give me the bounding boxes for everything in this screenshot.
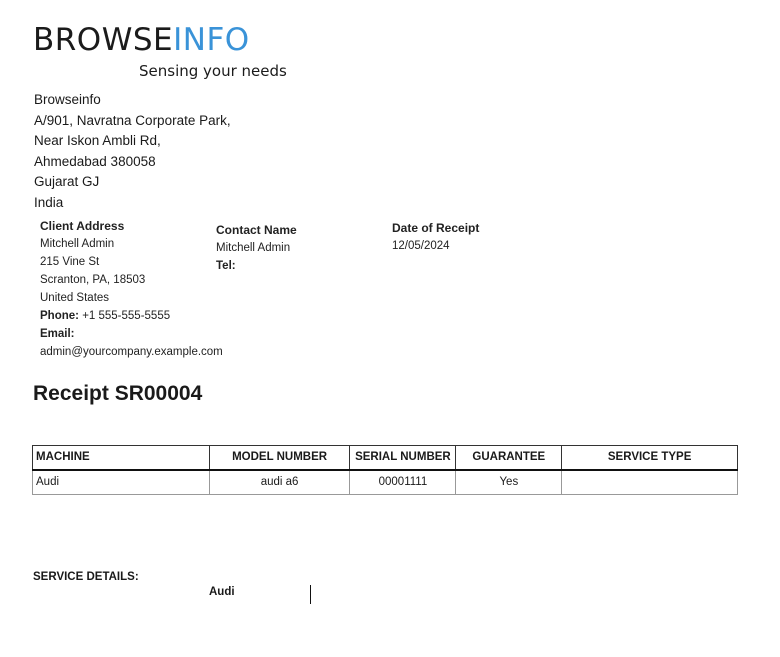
client-name: Mitchell Admin [40, 238, 115, 250]
logo-wordmark [33, 22, 250, 58]
cell-model-number: audi a6 [209, 470, 350, 495]
contact-name-heading: Contact Name [216, 223, 297, 237]
client-email: admin@yourcompany.example.com [40, 346, 223, 358]
company-logo [33, 22, 287, 86]
receipt-date-value: 12/05/2024 [392, 240, 450, 252]
text-cursor [310, 585, 311, 604]
company-name: Browseinfo [34, 92, 101, 107]
table-row [33, 470, 738, 495]
company-address-line: Near Iskon Ambli Rd, [34, 133, 161, 149]
header-guarantee: GUARANTEE [456, 446, 562, 470]
client-address-heading: Client Address [40, 219, 125, 233]
company-address-line: A/901, Navratna Corporate Park, [34, 112, 231, 128]
client-email-label: Email: [40, 328, 75, 340]
contact-block [216, 221, 297, 275]
client-phone-value: +1 555-555-5555 [82, 310, 171, 322]
contact-tel-label: Tel: [216, 260, 236, 272]
company-state: Gujarat GJ [34, 174, 100, 190]
client-phone-label: Phone: [40, 310, 79, 322]
cell-machine: Audi [33, 470, 210, 495]
receipt-date-heading: Date of Receipt [392, 221, 480, 235]
header-service-type: SERVICE TYPE [562, 446, 738, 470]
machine-table [32, 445, 738, 495]
receipt-date-block [392, 219, 479, 255]
cell-service-type [562, 470, 738, 495]
header-model-number: MODEL NUMBER [209, 446, 350, 470]
company-country: India [34, 194, 64, 210]
service-details-label: SERVICE DETAILS: [33, 571, 139, 583]
company-address [34, 90, 231, 214]
service-details-value: Audi [209, 586, 235, 598]
logo-part-browse: BROWSE [33, 22, 174, 58]
contact-name: Mitchell Admin [216, 242, 291, 254]
header-serial-number: SERIAL NUMBER [350, 446, 456, 470]
client-street: 215 Vine St [40, 256, 100, 268]
header-machine: MACHINE [33, 446, 210, 470]
client-phone [40, 307, 223, 325]
company-city: Ahmedabad 380058 [34, 153, 156, 169]
client-city: Scranton, PA, 18503 [40, 274, 146, 286]
logo-tagline: Sensing your needs [139, 62, 287, 80]
cell-guarantee: Yes [456, 470, 562, 495]
table-header-row [33, 446, 738, 470]
cell-serial-number: 00001111 [350, 470, 456, 495]
client-address-block [40, 217, 223, 361]
client-country: United States [40, 292, 110, 304]
receipt-title: Receipt SR00004 [33, 382, 203, 405]
logo-part-info: INFO [173, 22, 250, 58]
